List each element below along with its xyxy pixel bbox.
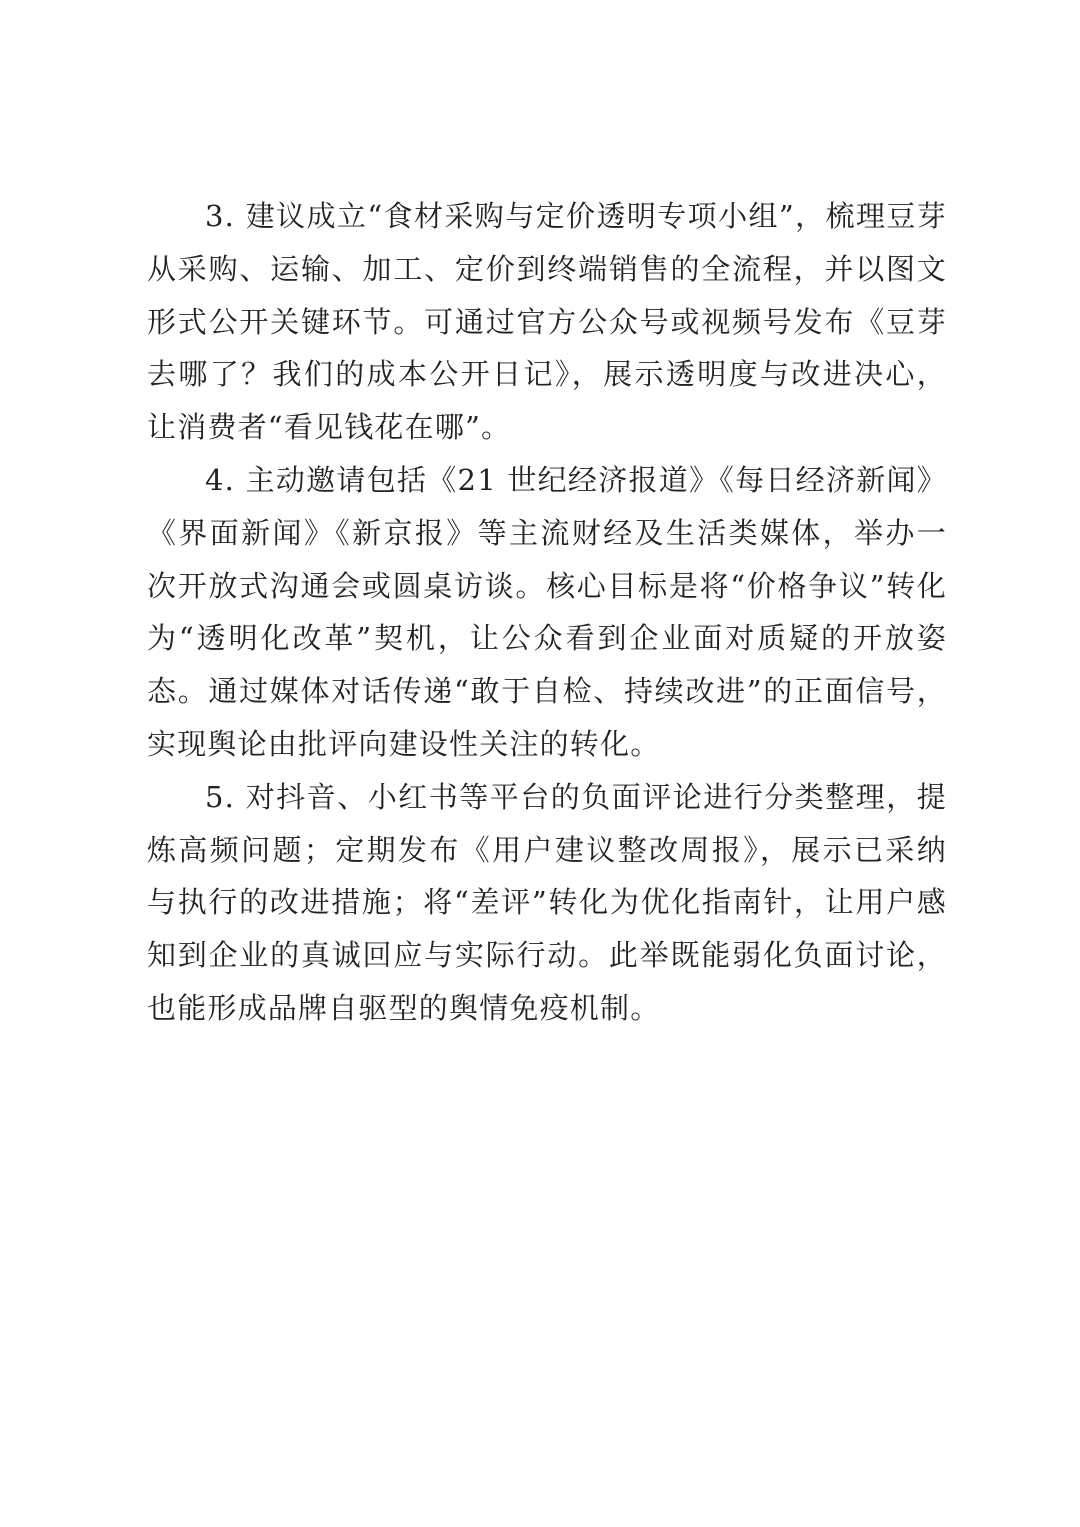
document-body: [147, 190, 947, 1035]
paragraph-item-5: 5. 对抖音、小红书等平台的负面评论进行分类整理，提炼高频问题；定期发布《用户建议整改周报》，展示已采纳与执行的改进措施；将“差评”转化为优化指南针，让用户感知到企业的真诚回应与实际行动。此举既能弱化负面讨论，也能形成品牌自驱型的舆情免疫机制。: [147, 779, 947, 1025]
paragraph-item-3: 3. 建议成立“食材采购与定价透明专项小组”，梳理豆芽从采购、运输、加工、定价到终端销售的全流程，并以图文形式公开关键环节。可通过官方公众号或视频号发布《豆芽去哪了？我们的成本公开日记》，展示透明度与改进决心，让消费者“看见钱花在哪”。: [147, 199, 947, 445]
paragraph-item-4: 4. 主动邀请包括《21 世纪经济报道》《每日经济新闻》《界面新闻》《新京报》等主流财经及生活类媒体，举办一次开放式沟通会或圆桌访谈。核心目标是将“价格争议”转化为“透明化改革”契机，让公众看到企业面对质疑的开放姿态。通过媒体对话传递“敢于自检、持续改进”的正面信号，实现舆论由批评向建设性关注的转化。: [147, 462, 947, 761]
